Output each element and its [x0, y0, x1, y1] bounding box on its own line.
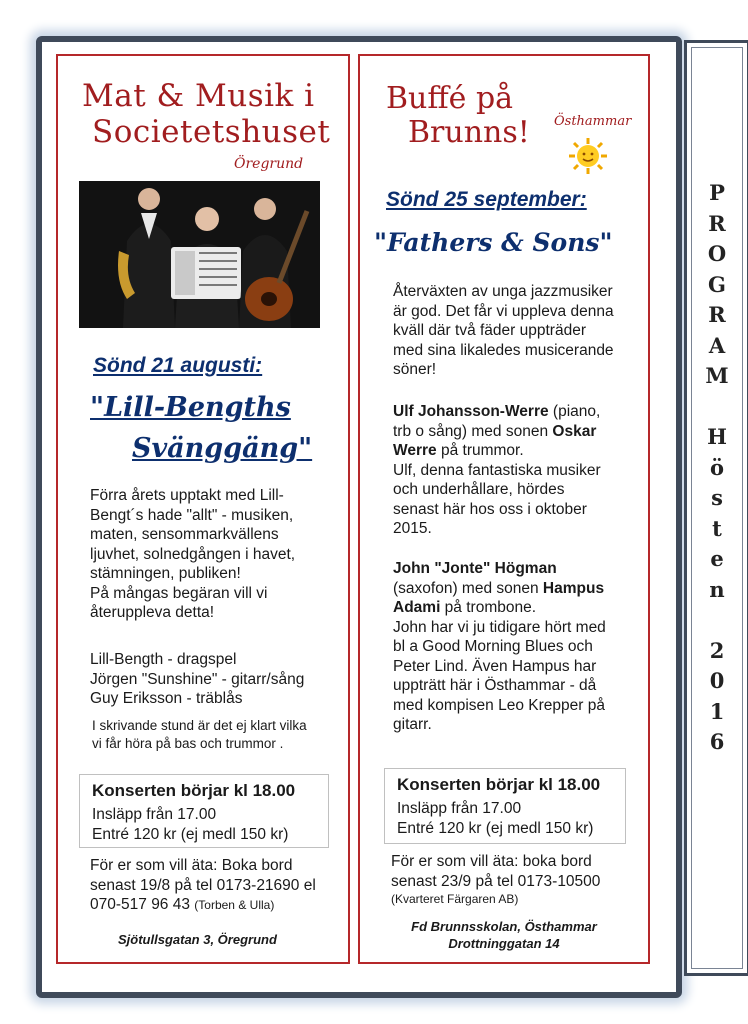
left-note-line: vi får höra på bas och trummor . [92, 736, 284, 751]
right-box-line2: Entré 120 kr (ej medl 150 kr) [397, 820, 594, 837]
right-address-line1: Fd Brunnsskolan, Östhammar [411, 919, 597, 934]
sidebar-char: M [705, 363, 729, 388]
right-event-panel [358, 54, 650, 964]
sidebar-char: 0 [709, 668, 725, 693]
p1-more-line: Ulf, denna fantastiska musiker [393, 461, 601, 479]
left-intro-line: Förra årets upptakt med Lill- [90, 487, 284, 504]
p2-more-line: bl a Good Morning Blues och [393, 638, 593, 655]
left-box-line1: Insläpp från 17.00 [92, 806, 217, 823]
left-title-line2: Societetshuset [92, 114, 331, 150]
left-title-line1: Mat & Musik i [82, 78, 315, 114]
sidebar-char: A [708, 332, 726, 358]
sidebar-char: t [712, 515, 722, 541]
p1-line2a: trb o sång) med sonen [393, 422, 553, 440]
left-intro [90, 486, 340, 623]
p1-line3b: på trummor. [436, 442, 524, 459]
right-box-head: Konserten börjar kl 18.00 [397, 775, 601, 794]
program-vertical-text [687, 178, 747, 758]
left-event-line2: Svänggäng" [132, 433, 313, 464]
sidebar-char: O [707, 241, 727, 266]
right-event: "Fathers & Sons" [374, 228, 613, 257]
sidebar-char: H [707, 424, 727, 449]
right-intro [393, 282, 643, 380]
left-event-line1: "Lill-Bengths [90, 392, 291, 423]
right-title-line1: Buffé på [386, 81, 514, 116]
left-booking-line1: För er som vill äta: Boka bord [90, 857, 293, 874]
sidebar-char: 1 [709, 698, 725, 724]
p2-more-line: uppträtt här i Östhammar - då [393, 677, 597, 694]
sidebar-char: 6 [709, 729, 725, 754]
left-concert-box [79, 774, 329, 848]
left-date: Sönd 21 augusti: [93, 354, 263, 377]
right-intro-line: Återväxten av unga jazzmusiker [393, 283, 613, 300]
right-place: Östhammar [554, 114, 632, 129]
sidebar-char: s [711, 485, 723, 510]
p2-line2b: Hampus [542, 579, 605, 597]
p2-more-line: med kompisen Leo Krepper på [393, 696, 605, 714]
sidebar-char [687, 605, 747, 636]
band-photo-illustration [79, 181, 320, 328]
sidebar-char: ö [709, 454, 724, 480]
left-intro-line: Bengt´s hade "allt" - musiken, [90, 506, 294, 524]
right-title-line2: Brunns! [408, 115, 530, 150]
sun-icon [566, 136, 610, 176]
p2-line2a: (saxofon) med sonen [393, 579, 543, 597]
band-photo [79, 181, 320, 328]
right-booking-line3: (Kvarteret Färgaren AB) [391, 892, 519, 906]
left-event-panel [56, 54, 350, 964]
left-address: Sjötullsgatan 3, Öregrund [118, 932, 277, 947]
left-booking [90, 856, 345, 916]
left-box-head: Konserten börjar kl 18.00 [92, 781, 296, 800]
p2-more-line: gitarr. [393, 716, 432, 733]
sidebar-char: G [708, 271, 726, 297]
right-intro-line: med sina likaledes musicerande [393, 341, 614, 359]
p2-name: John "Jonte" Högman [393, 560, 557, 577]
right-intro-line: söner! [393, 361, 437, 378]
sidebar-char: P [709, 180, 725, 205]
right-concert-box [384, 768, 626, 844]
sidebar-char: R [708, 302, 726, 327]
right-address [360, 918, 648, 952]
p1-more-line: 2015. [393, 520, 432, 537]
right-performer-2 [393, 559, 643, 735]
p2-more-line: John har vi ju tidigare hört med [393, 618, 606, 636]
left-intro-line: återuppleva detta! [90, 604, 215, 621]
right-booking-line2: senast 23/9 på tel 0173-10500 [391, 872, 601, 890]
p1-more-line: och underhållare, hördes [393, 481, 565, 498]
left-venue-title [82, 78, 330, 150]
left-lineup [90, 650, 342, 709]
right-performer-1 [393, 402, 643, 539]
p1-line2b: Oskar [552, 422, 597, 440]
right-address-line2: Drottninggatan 14 [448, 936, 560, 951]
sidebar-char: n [709, 576, 725, 602]
left-note-line: I skrivande stund är det ej klart vilka [92, 718, 307, 733]
right-venue-title [386, 82, 530, 150]
p2-line3b: på trombone. [440, 599, 537, 616]
sidebar-char: 2 [709, 637, 725, 663]
left-lineup-line: Jörgen "Sunshine" - gitarr/sång [90, 670, 305, 688]
left-intro-line: På mångas begäran vill vi [90, 584, 268, 602]
program-sidebar [684, 40, 748, 976]
p1-name: Ulf Johansson-Werre [393, 403, 549, 420]
sidebar-char [687, 392, 747, 423]
sidebar-char: R [708, 210, 726, 236]
p2-more-line: Peter Lind. Även Hampus har [393, 657, 597, 675]
right-box-line1: Insläpp från 17.00 [397, 800, 522, 817]
left-lineup-line: Guy Eriksson - träblås [90, 690, 243, 707]
right-intro-line: kväll där två fäder uppträder [393, 322, 586, 339]
left-lineup-line: Lill-Bength - dragspel [90, 651, 237, 668]
right-booking [391, 852, 646, 907]
left-intro-line: ljuvhet, solnedgången i havet, [90, 545, 296, 563]
left-place: Öregrund [234, 156, 304, 172]
p1-line3a: Werre [393, 442, 437, 459]
right-date: Sönd 25 september: [386, 188, 587, 211]
left-intro-line: stämningen, publiken! [90, 565, 241, 582]
left-note [92, 717, 344, 753]
sidebar-char: e [710, 546, 724, 571]
p1-rest: (piano, [548, 403, 601, 420]
left-intro-line: maten, sensommarkvällens [90, 526, 279, 543]
left-booking-line2: senast 19/8 på tel 0173-21690 el [90, 876, 316, 894]
right-booking-line1: För er som vill äta: boka bord [391, 853, 592, 870]
p2-line3a: Adami [393, 599, 441, 616]
left-box-line2: Entré 120 kr (ej medl 150 kr) [92, 826, 289, 843]
right-intro-line: är god. Det får vi uppleva denna [393, 302, 614, 320]
left-booking-names: (Torben & Ulla) [194, 898, 275, 912]
p1-more-line: senast här hos oss i oktober [393, 500, 587, 518]
left-booking-line3: 070-517 96 43 [90, 896, 190, 913]
